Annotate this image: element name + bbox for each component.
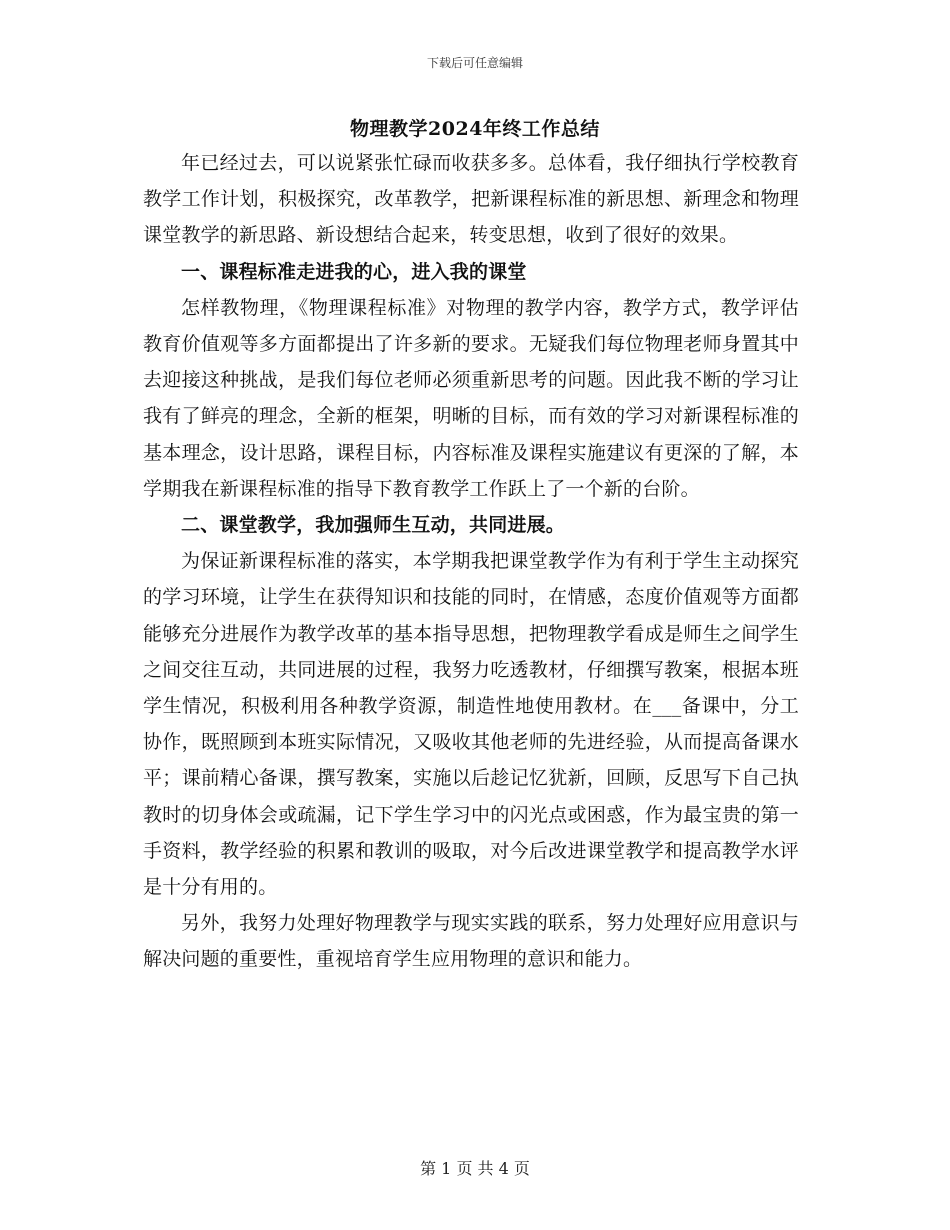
section-heading-2: 二、课堂教学，我加强师生互动，共同进展。 — [181, 514, 566, 537]
page-number-footer: 第 1 页 共 4 页 — [420, 1159, 530, 1178]
document-body — [143, 145, 799, 978]
document-title: 物理教学2024年终工作总结 — [350, 118, 600, 140]
section-heading-1: 一、课程标准走进我的心，进入我的课堂 — [181, 260, 527, 283]
section-2-paragraph: 为保证新课程标准的落实，本学期我把课堂教学作为有利于学生主动探究的学习环境，让学生在获得知识和技能的同时，在情感，态度价值观等方面都能够充分进展作为教学改革的基本指导思想，把物理教学看成是师生之间学生之间交往互动，共同进展的过程，我努力吃透教材，仔细撰写教案，根据本班学生情况，积极利用各种教学资源，制造性地使用教材。在___备课中，分工协作，既照顾到本班实际情况，又吸收其他老师的先进经验，从而提高备课水平；课前精心备课，撰写教案，实施以后趁记忆犹新，回顾，反思写下自己执教时的切身体会或疏漏，记下学生学习中的闪光点或困惑，作为最宝贵的第一手资料，教学经验的积累和教训的吸取，对今后改进课堂教学和提高教学水评是十分有用的。 — [143, 550, 799, 899]
intro-paragraph: 年已经过去，可以说紧张忙碌而收获多多。总体看，我仔细执行学校教育教学工作计划，积极探究，改革教学，把新课程标准的新思想、新理念和物理课堂教学的新思路、新设想结合起来，转变思想，收到了很好的效果。 — [143, 152, 799, 247]
page-header-note: 下载后可任意编辑 — [426, 56, 523, 70]
section-2-paragraph-2: 另外，我努力处理好物理教学与现实实践的联系，努力处理好应用意识与解决问题的重要性，重视培育学生应用物理的意识和能力。 — [143, 912, 799, 971]
section-1-paragraph: 怎样教物理，《物理课程标准》对物理的教学内容，教学方式，教学评估教育价值观等多方面都提出了许多新的要求。无疑我们每位物理老师身置其中去迎接这种挑战，是我们每位老师必须重新思考的问题。因此我不断的学习让我有了鲜亮的理念，全新的框架，明晰的目标，而有效的学习对新课程标准的基本理念，设计思路，课程目标，内容标准及课程实施建议有更深的了解，本学期我在新课程标准的指导下教育教学工作跃上了一个新的台阶。 — [143, 296, 799, 500]
